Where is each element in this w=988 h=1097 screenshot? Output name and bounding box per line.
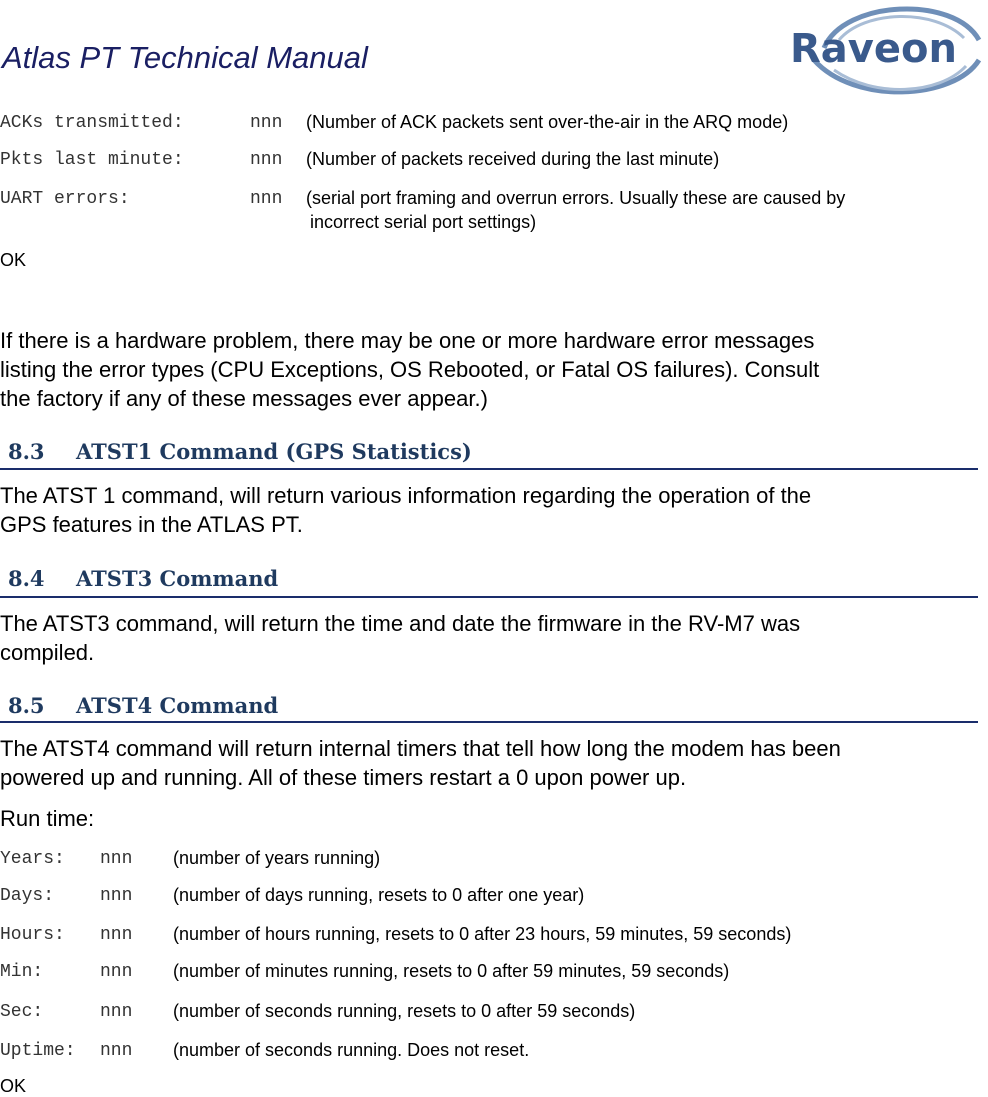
timer-description: (number of seconds running, resets to 0 after 59 seconds) [173, 1001, 636, 1021]
section-rule [0, 596, 978, 598]
section-rule [0, 468, 978, 470]
timer-value: nnn [100, 1002, 133, 1022]
hardware-paragraph-line: If there is a hardware problem, there may be one or more hardware error messages [0, 328, 815, 353]
timer-description: (number of hours running, resets to 0 after 23 hours, 59 minutes, 59 seconds) [173, 924, 792, 944]
ok-text: OK [0, 250, 27, 270]
section-number: 8.3 [8, 439, 45, 464]
section-title: ATST4 Command [76, 693, 279, 718]
timer-value: nnn [100, 849, 133, 869]
timer-value: nnn [100, 1041, 133, 1061]
stat-value: nnn [250, 113, 283, 133]
timer-value: nnn [100, 925, 133, 945]
timer-description: (number of years running) [173, 848, 381, 868]
timer-description: (number of seconds running. Does not reset. [173, 1040, 530, 1060]
stat-description-continued: incorrect serial port settings) [310, 212, 537, 232]
timer-label: Years: [0, 849, 65, 869]
timer-label: Days: [0, 886, 55, 906]
timer-description: (number of minutes running, resets to 0 after 59 minutes, 59 seconds) [173, 961, 730, 981]
logo-text: Raveon [790, 26, 957, 72]
stat-label: Pkts last minute: [0, 150, 184, 170]
timer-description: (number of days running, resets to 0 after one year) [173, 885, 585, 905]
stat-value: nnn [250, 150, 283, 170]
section-body-line: powered up and running. All of these timers restart a 0 upon power up. [0, 765, 687, 790]
section-body-line: compiled. [0, 640, 95, 665]
ok-text: OK [0, 1076, 27, 1096]
stat-description: (Number of ACK packets sent over-the-air in the ARQ mode) [306, 112, 789, 132]
hardware-paragraph-line: listing the error types (CPU Exceptions, OS Rebooted, or Fatal OS failures). Consult [0, 357, 820, 382]
timer-value: nnn [100, 886, 133, 906]
timer-label: Min: [0, 962, 44, 982]
section-title: ATST1 Command (GPS Statistics) [76, 439, 472, 464]
stat-description: (Number of packets received during the last minute) [306, 149, 720, 169]
section-heading [8, 693, 278, 718]
section-body-line: The ATST4 command will return internal timers that tell how long the modem has been [0, 736, 841, 761]
run-time-label: Run time: [0, 806, 95, 831]
section-number: 8.5 [8, 693, 45, 718]
section-body-line: GPS features in the ATLAS PT. [0, 512, 303, 537]
timer-label: Sec: [0, 1002, 44, 1022]
raveon-logo [784, 0, 988, 96]
section-number: 8.4 [8, 566, 45, 591]
timer-label: Uptime: [0, 1041, 76, 1061]
timer-label: Hours: [0, 925, 65, 945]
stat-value: nnn [250, 189, 283, 209]
hardware-paragraph-line: the factory if any of these messages ever appear.) [0, 386, 488, 411]
page-title: Atlas PT Technical Manual [2, 40, 368, 75]
timer-value: nnn [100, 962, 133, 982]
section-rule [0, 721, 978, 723]
section-heading [8, 439, 472, 464]
section-title: ATST3 Command [76, 566, 279, 591]
stat-label: UART errors: [0, 189, 130, 209]
section-heading [8, 566, 278, 591]
section-body-line: The ATST 1 command, will return various information regarding the operation of the [0, 483, 812, 508]
section-body-line: The ATST3 command, will return the time and date the firmware in the RV-M7 was [0, 611, 801, 636]
stat-label: ACKs transmitted: [0, 113, 184, 133]
stat-description: (serial port framing and overrun errors. Usually these are caused by [306, 188, 846, 208]
